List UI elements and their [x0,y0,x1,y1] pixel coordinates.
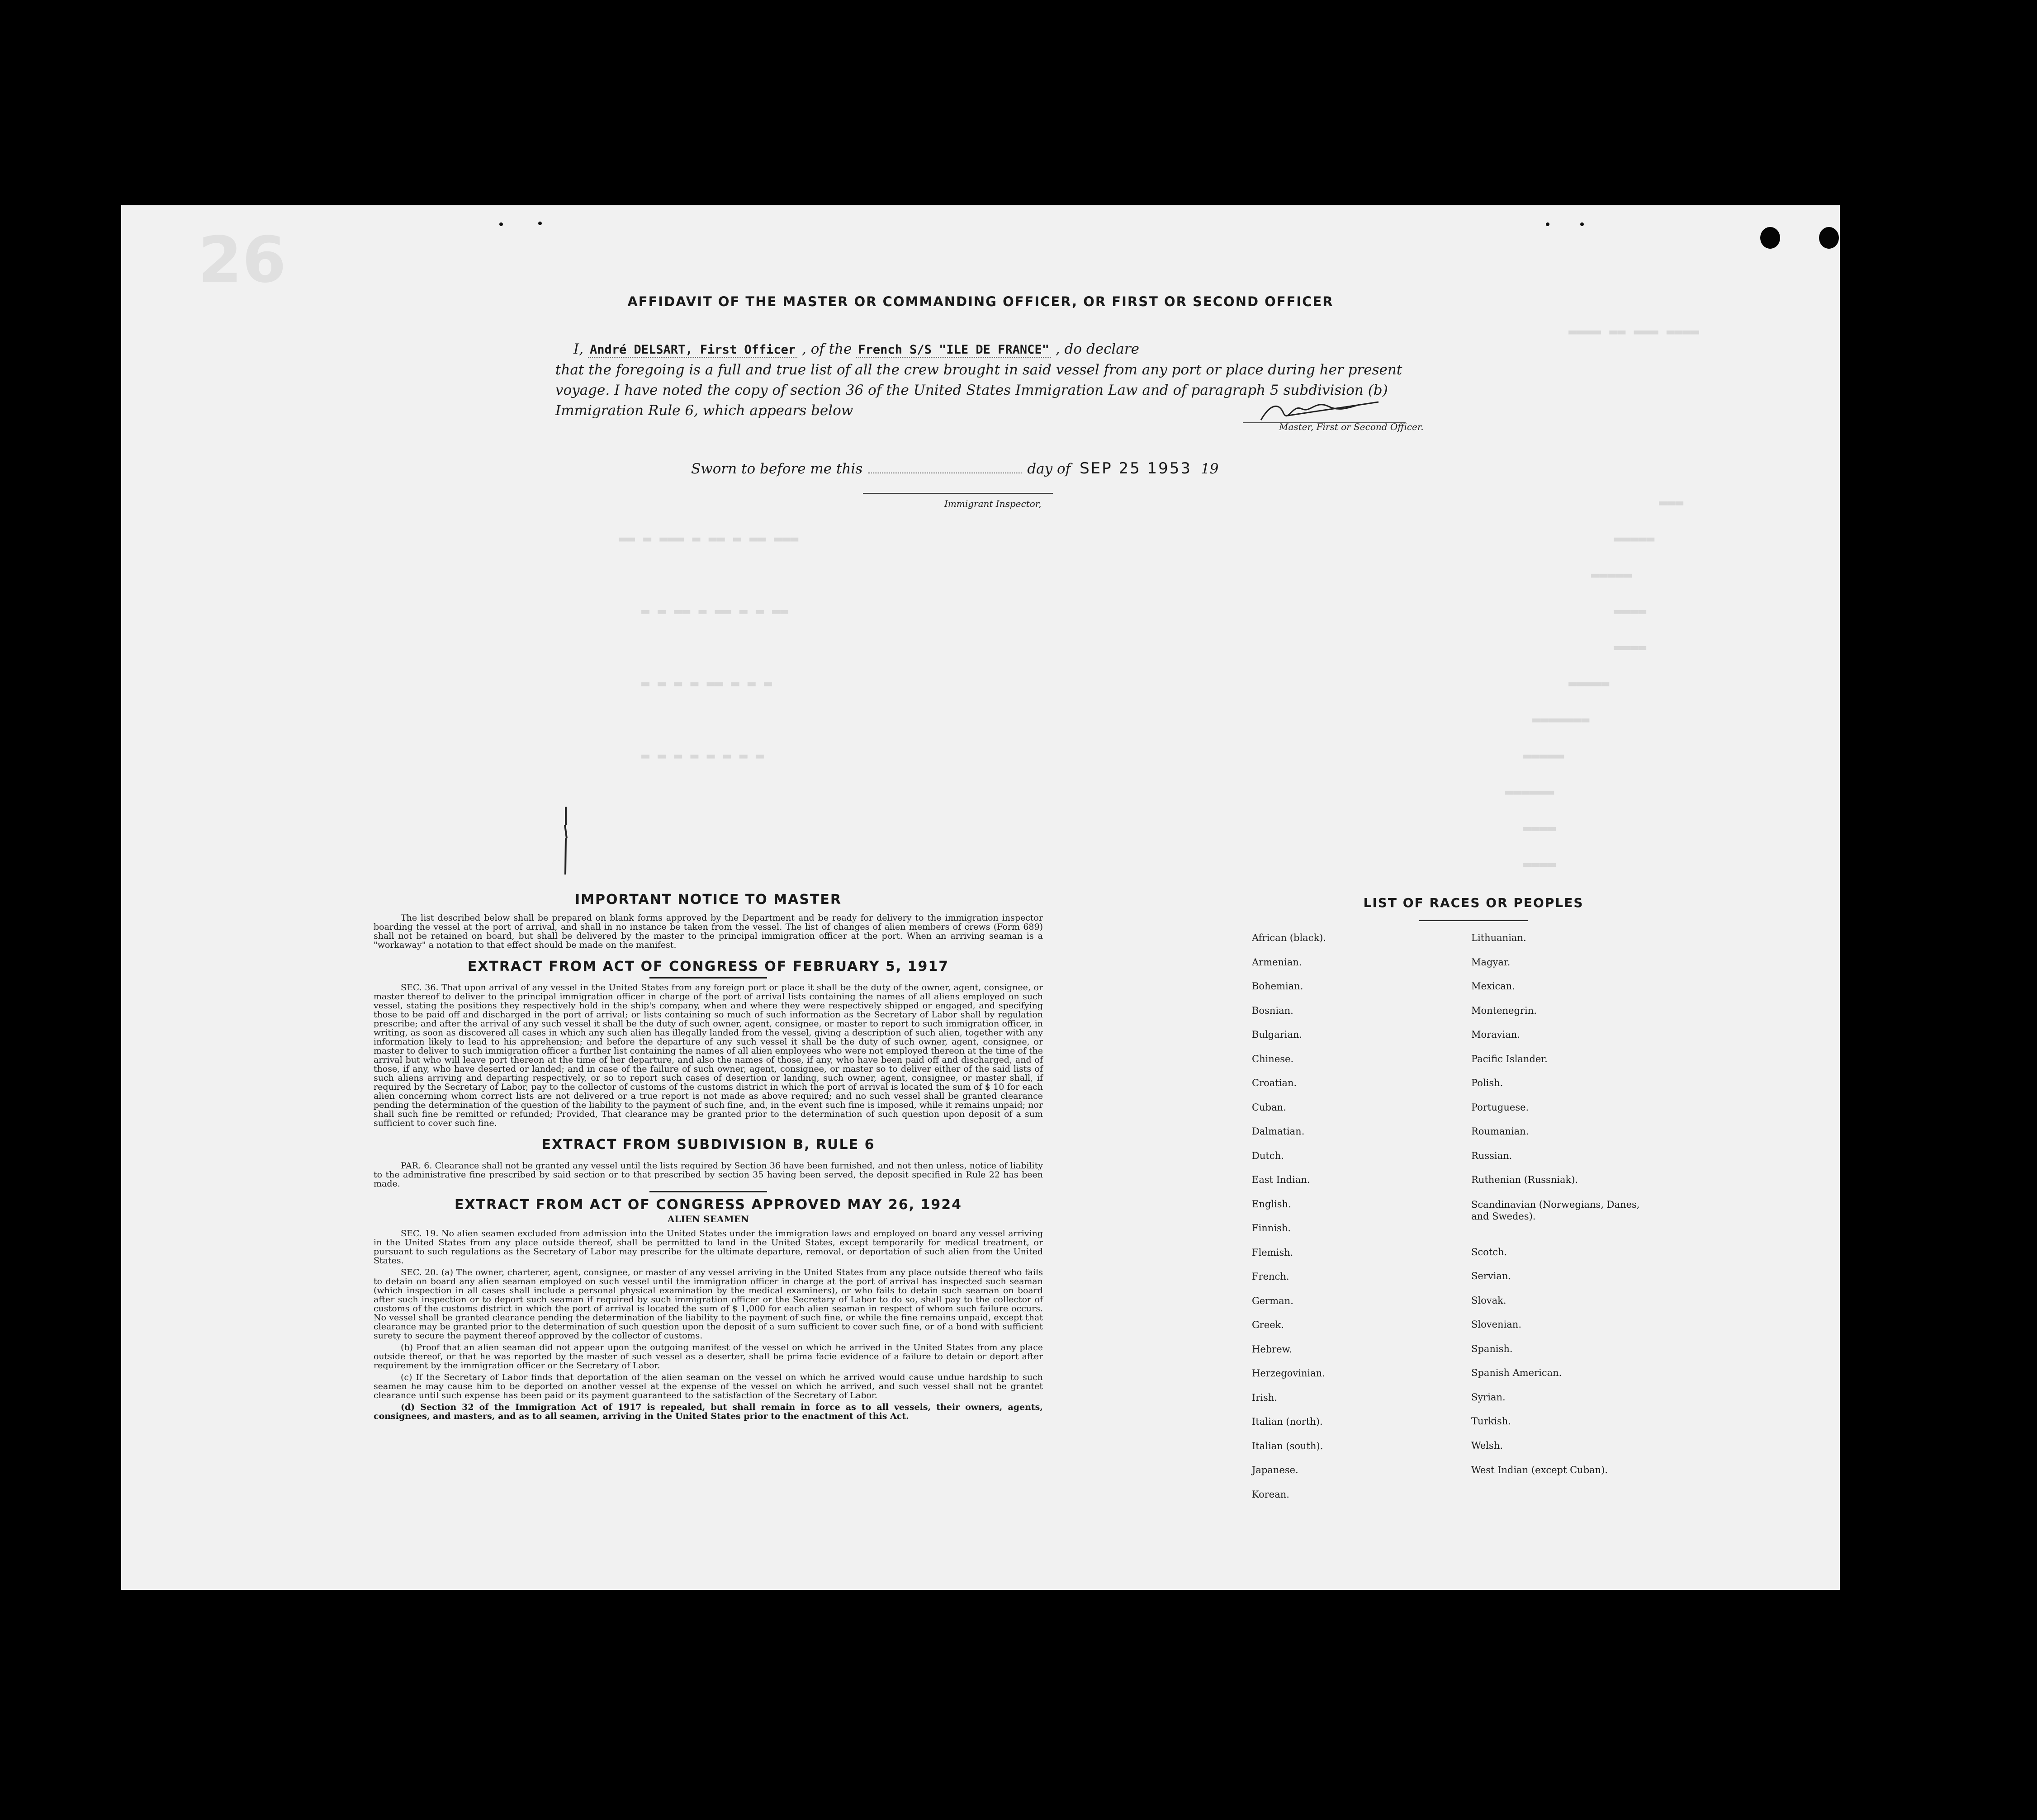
race-item: Spanish American. [1471,1367,1562,1378]
bleed-through-row: ▬▬▬▬▬ [1591,567,1632,583]
extract-1917-text: SEC. 36. That upon arrival of any vessel in the United States from any foreign port or place it shall be the duty of the owner, agent, consignee, or master thereof to deliver to the principal immigration officer in charge of the port of arrival lists containing the names of all aliens employed on such vessel, stating the positions they respectively hold in the ship's company, when and where they were respectively shipped or engaged, and specifying those to be paid off and discharged in the port of arrival; or lists containing so much of such information as the Secretary of Labor shall by regulation prescribe; and after the arrival of any such vessel it shall be the duty of such owner, agent, consignee, or master to report to such immigration officer, in writing, as soon as discovered all cases in which any such alien has illegally landed from the vessel, giving a description of such alien, together with any information likely to lead to his apprehension; and before the departure of any such vessel it shall be the duty of such owner, agent, consignee, or master to deliver to such immigration officer a further list containing the names of all alien employees who were not employed thereon at the time of the arrival but who will leave port thereon at the time of her departure, and also the names of those, if any, who have been paid off and discharged, and of those, if any, who have deserted or landed; and in case of the failure of such owner, agent, consignee, or master so to deliver either of the said lists of such aliens arriving and departing respectively, or so to report such cases of desertion or landing, such owner, agent, consignee, or master shall, if required by the Secretary of Labor, pay to the collector of customs of the customs district in which the port of arrival is located the sum of $ 10 for each alien concerning whom correct lists are not delivered or a true report is not made as above required; and no such vessel shall be granted clearance pending the determination of the question of the liability to the payment of such fine, and, in the event such fine is imposed, while it remains unpaid; nor shall such fine be remitted or refunded; Provided, That clearance may be granted prior to the determination of such question upon deposit of a sum sufficient to cover such fine. [374,983,1043,1128]
signature-caption: Master, First or Second Officer. [1279,421,1424,432]
race-item: Syrian. [1471,1391,1506,1403]
affidavit-statement: that the foregoing is a full and true list of all the crew brought in said vessel from any port or place during her present voyage. I have noted the copy of section 36 of the United States Immigration Law and of paragraph 5 subdivision (b) Immigration Rule 6, which appears below [555,362,1402,419]
races-right-column [1471,932,1643,1512]
race-item: Japanese. [1252,1465,1298,1475]
race-item: Servian. [1471,1271,1511,1281]
race-item: Magyar. [1471,956,1511,968]
race-item: Slovenian. [1471,1319,1521,1330]
race-item: English. [1252,1198,1291,1210]
race-item: East Indian. [1252,1174,1310,1185]
sec-19-text: SEC. 19. No alien seamen excluded from admission into the United States under the immigration laws and employed on board any vessel arriving in the United States from any place outside thereof, shall be permitted to land in the United States, except temporarily for medical treatment, or pursuant to such regulations as the Secretary of Labor may prescribe for the ultimate departure, removal, or deportation of such alien from the United States. [374,1229,1043,1266]
extract-1917-title: EXTRACT FROM ACT OF CONGRESS OF FEBRUARY 5, 1917 [467,959,949,974]
race-item: Chinese. [1252,1053,1294,1064]
bleed-through-row: ▬ ▬ ▬ ▬ ▬▬ ▬ ▬ ▬ [641,676,772,691]
race-item: Bulgarian. [1252,1029,1303,1040]
bleed-through-row: ▬▬▬▬ [1523,820,1556,836]
affidavit-of-the: , of the [801,341,852,357]
bleed-through-row: ▬▬▬▬ [1523,856,1556,872]
affidavit-do-declare: , do declare [1055,341,1139,357]
extract-1924-subtitle: ALIEN SEAMEN [667,1214,749,1224]
race-item: Mexican. [1471,981,1515,992]
section-rule [649,1191,767,1192]
races-rule [1419,920,1528,921]
extract-rule6-title: EXTRACT FROM SUBDIVISION B, RULE 6 [541,1137,875,1153]
bleed-through-marks: 26 [198,223,286,297]
bleed-through-row: ▬▬▬▬ [1614,603,1647,619]
extract-rule6-text: PAR. 6. Clearance shall not be granted any vessel until the lists required by Section 36 have been furnished, and not then unless, notice of liability to the administrative fine prescribed by said section or to that prescribed by section 35 having been served, the deposit specified in Rule 22 has been made. [374,1161,1043,1189]
race-item: Finnish. [1252,1223,1291,1234]
officer-name-field: André DELSART, First Officer [588,343,797,358]
affidavit-title: AFFIDAVIT OF THE MASTER OR COMMANDING OFFICER, OR FIRST OR SECOND OFFICER [627,294,1334,309]
race-item: Bohemian. [1252,981,1303,992]
race-item: Scandinavian (Norwegians, Danes, and Swedes). [1471,1199,1640,1222]
race-item: Greek. [1252,1319,1284,1330]
inspector-caption: Immigrant Inspector, [944,498,1042,509]
race-item: Herzegovinian. [1252,1368,1325,1379]
bleed-through-row: ▬ ▬ ▬ ▬ ▬ ▬ ▬ ▬ [641,748,764,764]
notice-title: IMPORTANT NOTICE TO MASTER [575,892,842,908]
bleed-through-row: ▬▬▬▬▬ [1614,531,1655,547]
race-item: Lithuanian. [1471,932,1526,943]
race-item: Dalmatian. [1252,1126,1305,1137]
race-item: Italian (north). [1252,1416,1323,1427]
race-item: French. [1252,1271,1289,1282]
race-item: Irish. [1252,1392,1278,1403]
race-item: Portuguese. [1471,1101,1529,1113]
bleed-through-row: ▬▬▬▬ ▬▬ ▬▬▬ ▬▬▬▬ [1568,324,1699,340]
bleed-through-row: ▬▬▬▬▬▬▬ [1532,712,1590,728]
race-item: German. [1252,1295,1293,1306]
sec-20a-text: SEC. 20. (a) The owner, charterer, agent, consignee, or master of any vessel arriving in the United States from any place outside thereof who fails to detain on board any alien seaman employed on such vessel until the immigration officer in charge at the port of arrival has inspected such seaman (which inspection in all cases shall include a personal physical examination by the medical examiners), or who fails to detain such seaman on board after such inspection or to deport such seaman if required by such immigration officer or the Secretary of Labor to do so, shall pay to the collector of customs of the customs district in which the port of arrival is located the sum of $ 1,000 for each alien seaman in respect of whom such failure occurs. No vessel shall be granted clearance pending the determination of the liability to the payment of such fine, or while the fine remains unpaid, except that clearance may be granted prior to the determination of such question upon the deposit of a sum sufficient to cover such fine, or of a bond with sufficient surety to secure the payment thereof approved by the collector of customs. [374,1267,1043,1341]
race-item: Turkish. [1471,1416,1511,1427]
binder-hole [1760,227,1780,249]
bleed-through-row: ▬▬▬ [1659,495,1684,511]
bleed-through-row: ▬▬▬▬▬▬ [1505,784,1554,800]
inspector-signature-line [863,493,1053,494]
race-item: Korean. [1252,1489,1289,1500]
extract-1924-title: EXTRACT FROM ACT OF CONGRESS APPROVED MAY 26, 1924 [455,1197,962,1213]
bleed-through-row: ▬▬▬▬▬ [1523,748,1564,764]
binder-hole [1819,227,1839,249]
bleed-through-row: ▬▬ ▬ ▬▬▬ ▬ ▬▬ ▬ ▬▬ ▬▬▬ [619,531,799,547]
notice-text: The list described below shall be prepared on blank forms approved by the Department and be ready for delivery to the immigration inspector boarding the vessel at the port of arrival, and shall in no instance be taken from the vessel. The list of changes of alien members of crews (Form 689) shall not be retained on board, but shall be delivered by the master to the principal immigration officer at the port. When an arriving seaman is a "workaway" a notation to that effect should be made on the manifest. [374,913,1043,950]
race-item: Welsh. [1471,1440,1503,1451]
sworn-prefix: Sworn to before me this [691,461,863,477]
punch-mark [1546,222,1549,226]
race-item: Bosnian. [1252,1005,1293,1016]
sec-20d-text: (d) Section 32 of the Immigration Act of 1917 is repealed, but shall remain in force as to all vessels, their owners, agents, consignees, and masters, and as to all seamen, arriving in the United States prior to the enactment of this Act. [374,1402,1043,1421]
race-item: Slovak. [1471,1295,1506,1306]
bleed-through-row: ▬▬▬▬▬ [1568,676,1610,691]
race-item: Moravian. [1471,1029,1521,1040]
punch-mark [499,222,503,226]
race-item: Polish. [1471,1078,1503,1088]
races-left-column [1252,932,1505,1513]
race-item: West Indian (except Cuban). [1471,1465,1608,1475]
race-item: Roumanian. [1471,1126,1529,1137]
race-item: Pacific Islander. [1471,1053,1548,1064]
race-item: Hebrew. [1252,1343,1292,1355]
bleed-through-row: ▬ ▬ ▬▬ ▬ ▬▬ ▬ ▬ ▬▬ [641,603,789,619]
race-item: African (black). [1252,932,1326,943]
sworn-year: 19 [1201,461,1219,477]
race-item: Russian. [1471,1150,1512,1161]
race-item: Croatian. [1252,1078,1297,1088]
sec-20c-text: (c) If the Secretary of Labor finds that deportation of the alien seaman on the vessel on which he arrived would cause undue hardship to such seamen he may cause him to be deported on another vessel at the expense of the vessel on which he arrived, and such vessel shall not be grantet clearance until such expense has been paid or its payment guaranteed to the satisfaction of the Secretary of Labor. [374,1372,1043,1400]
race-item: Flemish. [1252,1247,1293,1258]
vessel-name-field: French S/S "ILE DE FRANCE" [856,343,1051,358]
race-item: Italian (south). [1252,1440,1323,1451]
races-title: LIST OF RACES OR PEOPLES [1363,895,1584,910]
affidavit-intro: I, [573,341,584,357]
race-item: Spanish. [1471,1343,1513,1354]
date-stamp: SEP 25 1953 [1080,459,1192,477]
race-item: Dutch. [1252,1150,1284,1161]
sec-20b-text: (b) Proof that an alien seaman did not appear upon the outgoing manifest of the vessel on which he arrived in the United States from any place outside thereof, or that he was reported by the master of such vessel as a deserter, shall be prima facie evidence of a failure to detain or deport after requirement by the immigration officer or the Secretary of Labor. [374,1343,1043,1371]
race-item: Scotch. [1471,1246,1507,1257]
race-item: Montenegrin. [1471,1005,1537,1016]
race-item: Armenian. [1252,956,1302,968]
punch-mark [1580,222,1584,226]
race-item: Ruthenian (Russniak). [1471,1174,1578,1185]
sworn-day-of: day of [1027,461,1071,477]
pencil-mark [563,807,568,875]
notice-column [374,892,1043,1423]
sworn-line [691,459,1219,477]
punch-mark [538,222,542,225]
document-page [121,205,1840,1590]
race-item: Cuban. [1252,1101,1286,1113]
bleed-through-row: ▬▬▬▬ [1614,639,1647,655]
title-rule [649,977,767,979]
